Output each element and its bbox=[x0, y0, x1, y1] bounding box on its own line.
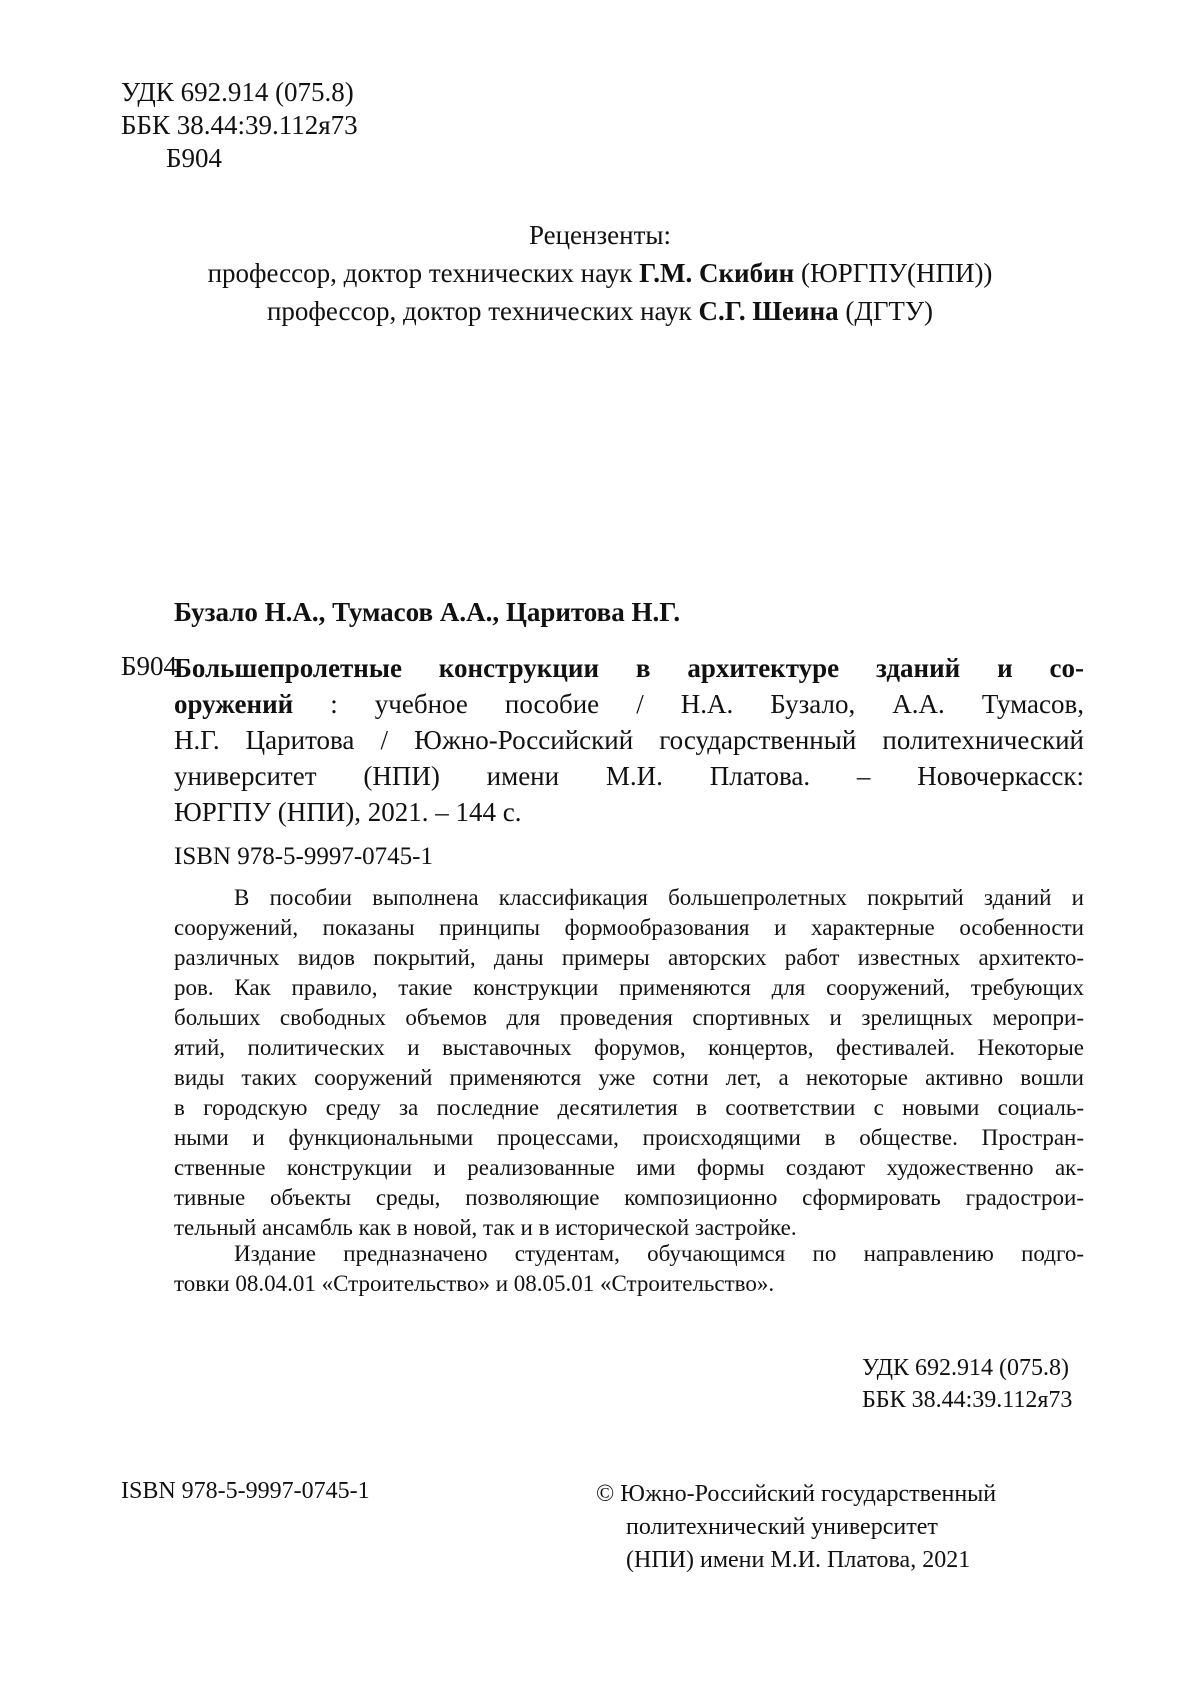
authors-heading: Бузало Н.А., Тумасов А.А., Царитова Н.Г. bbox=[174, 597, 681, 627]
annotation-line: виды таких сооружений применяются уже сотни лет, а некоторые активно вошли bbox=[174, 1065, 1084, 1090]
bib-author-mark: Б904 bbox=[121, 651, 178, 681]
annotation-line: тельный ансамбль как в новой, так и в исторической застройке. bbox=[174, 1215, 797, 1240]
bbk-code-bottom: ББК 38.44:39.112я73 bbox=[862, 1387, 1073, 1413]
book-title-end: оружений bbox=[174, 689, 294, 719]
bib-line-5: ЮРГПУ (НПИ), 2021. – 144 с. bbox=[174, 797, 522, 827]
classification-codes-bottom bbox=[862, 1352, 1072, 1416]
purpose-paragraph bbox=[174, 1239, 1084, 1299]
bib-line-3: Н.Г. Царитова / Южно-Российский государственный политехнический bbox=[174, 725, 1084, 755]
bibliographic-entry bbox=[174, 650, 1084, 830]
bib-line-1 bbox=[174, 650, 1084, 686]
udk-code: УДК 692.914 (075.8) bbox=[121, 77, 354, 107]
copyright-line-1: © Южно-Российский государственный bbox=[596, 1481, 997, 1507]
reviewer-1-name: Г.М. Скибин bbox=[639, 258, 795, 288]
annotation-line: В пособии выполнена классификация большепролетных покрытий зданий и bbox=[234, 885, 1084, 910]
annotation-line: в городскую среду за последние десятилетия в соответствии с новыми социаль- bbox=[174, 1095, 1084, 1120]
reviewer-2-name: С.Г. Шеина bbox=[698, 296, 839, 326]
isbn-entry: ISBN 978-5-9997-0745-1 bbox=[174, 843, 434, 870]
copyright-line-2: политехнический университет bbox=[626, 1514, 938, 1540]
udk-code-bottom: УДК 692.914 (075.8) bbox=[862, 1355, 1069, 1381]
purpose-line: товки 08.04.01 «Строительство» и 08.05.01 «Строительство». bbox=[174, 1271, 775, 1296]
annotation-line: ров. Как правило, такие конструкции применяются для сооружений, требующих bbox=[174, 975, 1084, 1000]
author-mark: Б904 bbox=[166, 143, 223, 173]
annotation-line: различных видов покрытий, даны примеры авторских работ известных архитекто- bbox=[174, 945, 1084, 970]
copyright-line-3: (НПИ) имени М.И. Платова, 2021 bbox=[626, 1547, 971, 1573]
copyright-notice bbox=[596, 1478, 996, 1577]
annotation-line: больших свободных объемов для проведения спортивных и зрелищных меропри- bbox=[174, 1005, 1084, 1030]
annotation-line: ственные конструкции и реализованные ими формы создают художественно ак- bbox=[174, 1155, 1084, 1180]
reviewer-1 bbox=[0, 254, 1200, 292]
purpose-line: Издание предназначено студентам, обучающимся по направлению подго- bbox=[234, 1241, 1084, 1266]
reviewer-2 bbox=[0, 292, 1200, 330]
reviewers-block bbox=[0, 216, 1200, 330]
bbk-code: ББК 38.44:39.112я73 bbox=[121, 110, 358, 140]
annotation-paragraph bbox=[174, 883, 1084, 1243]
annotation-line: ными и функциональными процессами, происходящими в обществе. Простран- bbox=[174, 1125, 1084, 1150]
isbn-bottom: ISBN 978-5-9997-0745-1 bbox=[121, 1478, 370, 1504]
annotation-line: ятий, политических и выставочных форумов, концертов, фестивалей. Некоторые bbox=[174, 1035, 1084, 1060]
classification-codes-top bbox=[121, 76, 358, 175]
bib-line-2 bbox=[174, 686, 1084, 722]
reviewers-heading: Рецензенты: bbox=[528, 220, 672, 250]
bib-line-2-rest: : учебное пособие / Н.А. Бузало, А.А. Тумасов, bbox=[293, 689, 1084, 719]
reviewer-1-title: профессор, доктор технических наук bbox=[207, 258, 640, 288]
annotation-line: тивные объекты среды, позволяющие композиционно сформировать градострои- bbox=[174, 1185, 1084, 1210]
bib-line-4: университет (НПИ) имени М.И. Платова. – Новочеркасск: bbox=[174, 761, 1084, 791]
reviewer-2-title: профессор, доктор технических наук bbox=[266, 296, 699, 326]
reviewer-2-affiliation: (ДГТУ) bbox=[838, 296, 934, 326]
reviewer-1-affiliation: (ЮРГПУ(НПИ)) bbox=[794, 258, 993, 288]
book-title: Большепролетные конструкции в архитектуре зданий и со- bbox=[174, 653, 1084, 683]
annotation-line: сооружений, показаны принципы формообразования и характерные особенности bbox=[174, 915, 1084, 940]
